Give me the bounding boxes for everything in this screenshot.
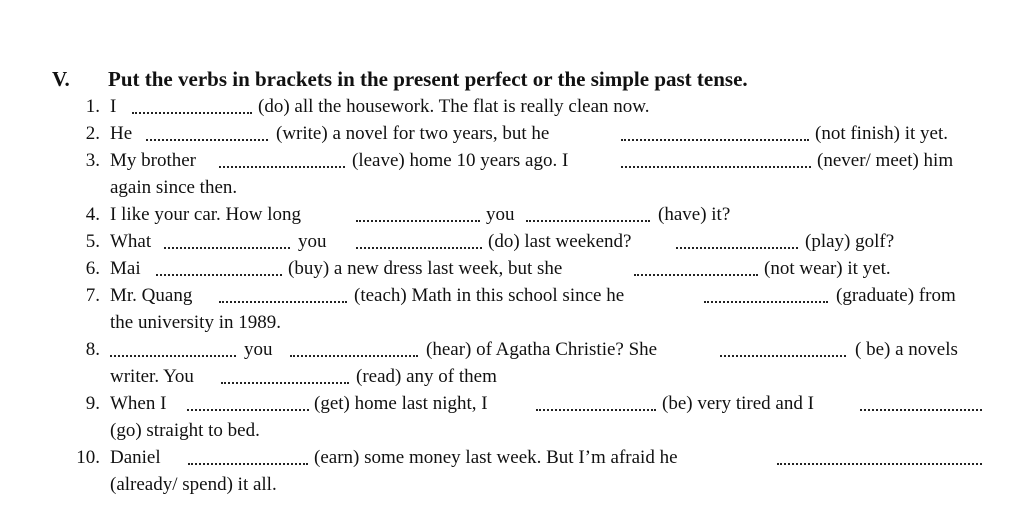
item-text: you — [244, 339, 273, 360]
answer-blank[interactable] — [526, 220, 650, 222]
answer-blank[interactable] — [146, 139, 268, 141]
item-text: Mr. Quang — [110, 285, 193, 306]
item-text: I — [110, 96, 117, 117]
answer-blank[interactable] — [132, 112, 252, 114]
answer-blank[interactable] — [188, 463, 308, 465]
item-text: My brother — [110, 150, 197, 171]
item-number: 10. — [76, 447, 100, 468]
answer-blank[interactable] — [634, 274, 758, 276]
item-text: (do) all the housework. The flat is really clean now. — [258, 96, 650, 117]
item-text: you — [298, 231, 327, 252]
item-text: (hear) of Agatha Christie? She — [426, 339, 658, 360]
item-text: (never/ meet) him — [817, 150, 954, 171]
answer-blank[interactable] — [356, 220, 480, 222]
item-text: Mai — [110, 258, 141, 279]
item-text: (read) any of them — [356, 366, 497, 387]
answer-blank[interactable] — [676, 247, 798, 249]
item-text: What — [110, 231, 152, 252]
item-text: (not wear) it yet. — [764, 258, 891, 279]
item-text: (earn) some money last week. But I’m afraid he — [314, 447, 678, 468]
item-text: (be) very tired and I — [662, 393, 814, 414]
answer-blank[interactable] — [356, 247, 482, 249]
item-text: (teach) Math in this school since he — [354, 285, 625, 306]
item-number: 4. — [85, 204, 100, 225]
answer-blank[interactable] — [621, 166, 811, 168]
answer-blank[interactable] — [290, 355, 418, 357]
item-text: When I — [110, 393, 167, 414]
answer-blank[interactable] — [156, 274, 282, 276]
item-number: 1. — [85, 96, 100, 117]
item-text: writer. You — [110, 366, 194, 387]
item-text: (already/ spend) it all. — [110, 474, 277, 495]
item-text: (leave) home 10 years ago. I — [352, 150, 569, 171]
item-text: (have) it? — [658, 204, 731, 225]
item-text: (do) last weekend? — [488, 231, 632, 252]
item-text: (write) a novel for two years, but he — [276, 123, 550, 144]
answer-blank[interactable] — [187, 409, 309, 411]
section-heading — [52, 66, 748, 92]
item-number: 9. — [85, 393, 100, 414]
item-text: (buy) a new dress last week, but she — [288, 258, 563, 279]
item-text: again since then. — [110, 177, 238, 198]
answer-blank[interactable] — [219, 301, 347, 303]
item-text: He — [110, 123, 133, 144]
item-number: 5. — [85, 231, 100, 252]
item-text: (play) golf? — [805, 231, 895, 252]
item-text: ( be) a novels — [855, 339, 958, 360]
item-text: the university in 1989. — [110, 312, 281, 333]
item-text: I like your car. How long — [110, 204, 302, 225]
item-number: 7. — [85, 285, 100, 306]
item-text: (get) home last night, I — [314, 393, 488, 414]
answer-blank[interactable] — [777, 463, 982, 465]
item-text: Daniel — [110, 447, 161, 468]
answer-blank[interactable] — [221, 382, 349, 384]
answer-blank[interactable] — [720, 355, 846, 357]
item-text: you — [486, 204, 515, 225]
item-number: 8. — [85, 339, 100, 360]
answer-blank[interactable] — [860, 409, 982, 411]
answer-blank[interactable] — [110, 355, 236, 357]
item-number: 2. — [85, 123, 100, 144]
answer-blank[interactable] — [621, 139, 809, 141]
answer-blank[interactable] — [219, 166, 345, 168]
item-number: 6. — [85, 258, 100, 279]
item-text: (go) straight to bed. — [110, 420, 260, 441]
item-text: (not finish) it yet. — [815, 123, 948, 144]
answer-blank[interactable] — [536, 409, 656, 411]
answer-blank[interactable] — [704, 301, 828, 303]
answer-blank[interactable] — [164, 247, 290, 249]
section-number: V. — [52, 67, 70, 91]
section-instruction: Put the verbs in brackets in the present perfect or the simple past tense. — [108, 67, 748, 91]
item-number: 3. — [85, 150, 100, 171]
item-text: (graduate) from — [836, 285, 956, 306]
